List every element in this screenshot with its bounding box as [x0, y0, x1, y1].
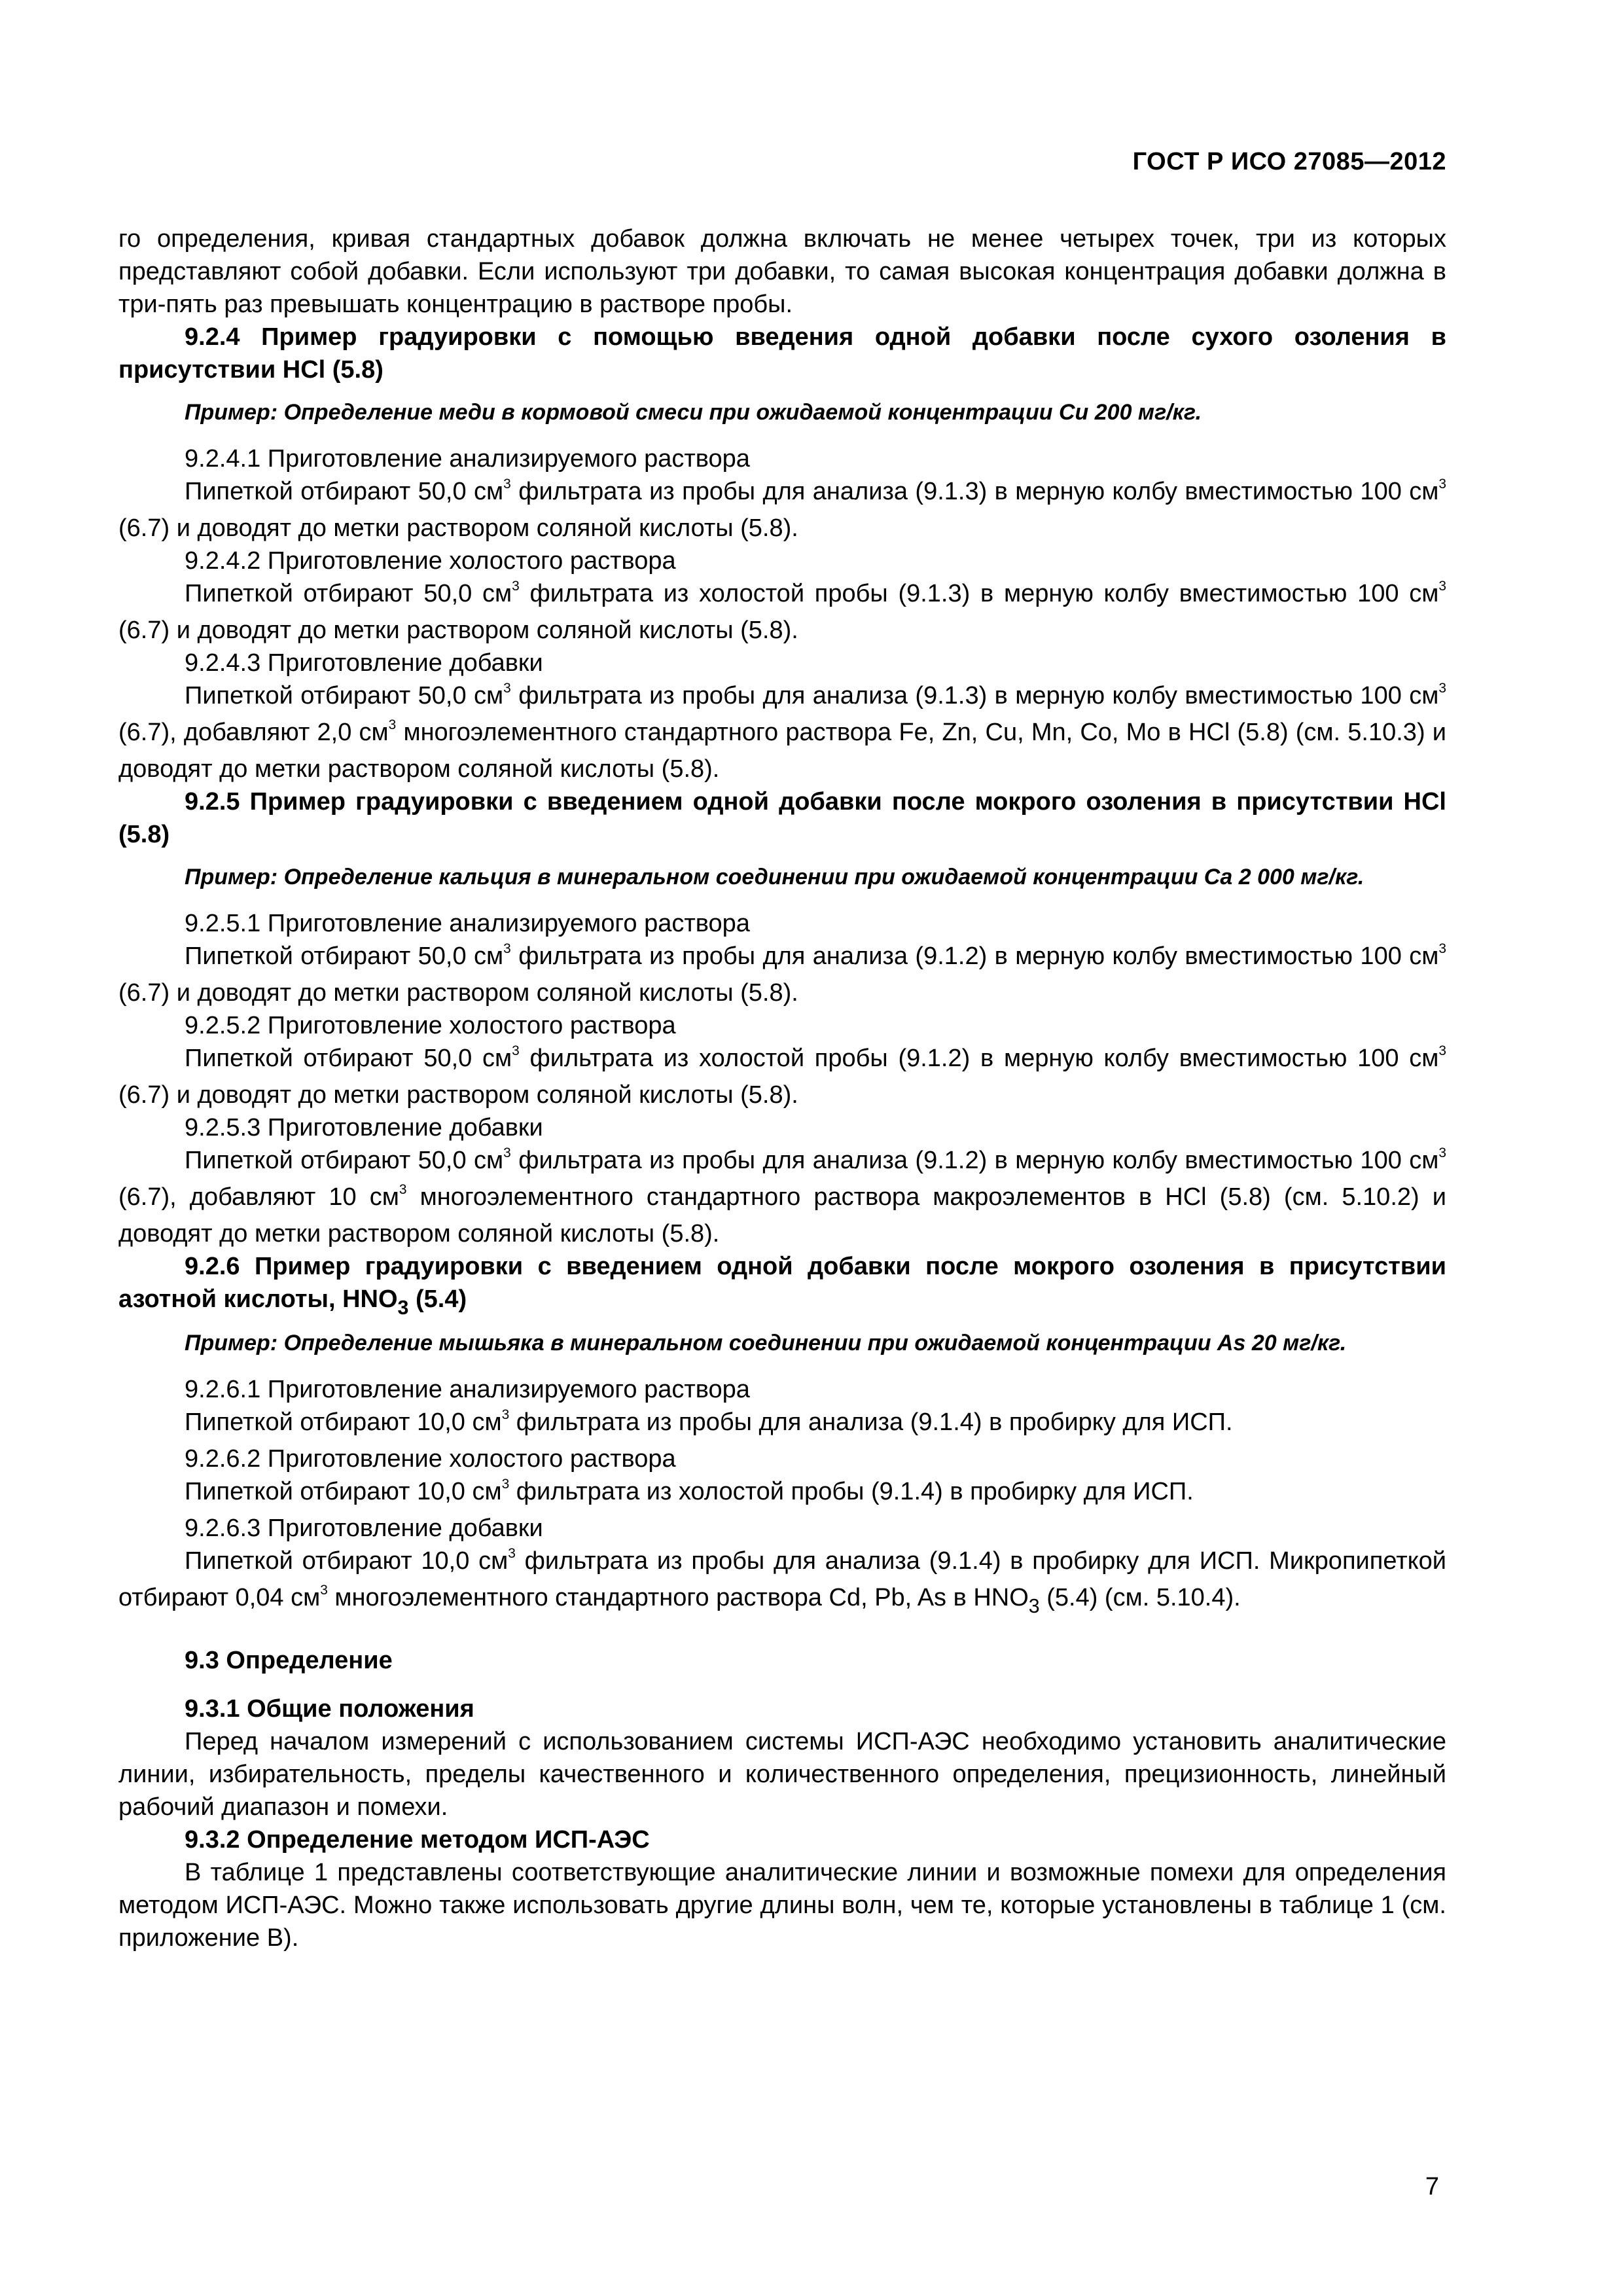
page-number: 7 [1425, 2173, 1439, 2200]
section-heading-9-2-4: 9.2.4 Пример градуировки с помощью введения одной добавки после сухого озоления в присутствии HCl (5.8) [118, 323, 1446, 384]
paragraph-9-2-5-2: Пипеткой отбирают 50,0 $см^3$ фильтрата из холостой пробы (9.1.2) в мерную колбу вместимостью 100 $см^3$ (6.7) и доводят до метки раствором соляной кислоты (5.8). [118, 1043, 1447, 1109]
paragraph-9-2-5-3: Пипеткой отбирают 50,0 $см^3$ фильтрата из пробы для анализа (9.1.2) в мерную колбу вместимостью 100 $см^3$ (6.7), добавляют 10 $см^3$ многоэлементного стандартного раствора макроэлементов в HCl (5.8) (см. 5.10.2) и доводят до метки раствором соляной кислоты (5.8). [118, 1145, 1447, 1247]
subsection-title-9-2-5-2: 9.2.5.2 Приготовление холостого раствора [185, 1012, 676, 1039]
paragraph-9-2-6-1: Пипеткой отбирают 10,0 $см^3$ фильтрата из пробы для анализа (9.1.4) в пробирку для ИСП. [185, 1407, 1233, 1436]
paragraph-9-2-4-3: Пипеткой отбирают 50,0 $см^3$ фильтрата из пробы для анализа (9.1.3) в мерную колбу вместимостью 100 $см^3$ (6.7), добавляют 2,0 $см^3$ многоэлементного стандартного раствора Fe, Zn, Cu, Mn, Co, Mo в HCl (5.8) (см. 5.10.3) и доводят до метки раствором соляной кислоты (5.8). [118, 681, 1447, 783]
subsection-title-9-2-4-2: 9.2.4.2 Приготовление холостого раствора [185, 547, 676, 575]
section-heading-9-2-6: 9.2.6 Пример градуировки с введением одной добавки после мокрого озоления в присутствии азотной кислоты, $HNO_3$ (5.4) [118, 1253, 1446, 1319]
subsection-title-9-2-4-1: 9.2.4.1 Приготовление анализируемого раствора [185, 445, 750, 473]
paragraph-9-3-1: Перед началом измерений с использованием системы ИСП-АЭС необходимо установить аналитические линии, избирательность, пределы качественного и количественного определения, прецизионность, линейный рабочий диапазон и помехи. [118, 1728, 1446, 1821]
paragraph-9-2-5-1: Пипеткой отбирают 50,0 $см^3$ фильтрата из пробы для анализа (9.1.2) в мерную колбу вместимостью 100 $см^3$ (6.7) и доводят до метки раствором соляной кислоты (5.8). [118, 941, 1447, 1007]
example-9-2-6: Пример: Определение мышьяка в минеральном соединении при ожидаемой концентрации As 20 мг/кг. [185, 1331, 1347, 1355]
section-heading-9-3: 9.3 Определение [185, 1647, 393, 1674]
subsection-title-9-2-6-3: 9.2.6.3 Приготовление добавки [185, 1515, 543, 1542]
example-9-2-5: Пример: Определение кальция в минеральном соединении при ожидаемой концентрации Ca 2 000 мг/кг. [185, 865, 1364, 889]
paragraph-9-2-6-3: Пипеткой отбирают 10,0 $см^3$ фильтрата из пробы для анализа (9.1.4) в пробирку для ИСП. Микропипеткой отбирают 0,04 $см^3$ многоэлементного стандартного раствора Cd, Pb, As в $HNO_3$ (5.4) (см. 5.10.4). [118, 1546, 1447, 1617]
paragraph-9-2-6-2: Пипеткой отбирают 10,0 $см^3$ фильтрата из холостой пробы (9.1.4) в пробирку для ИСП. [185, 1477, 1194, 1505]
document-body [118, 223, 1446, 1954]
section-heading-9-3-1: 9.3.1 Общие положения [185, 1695, 474, 1723]
subsection-title-9-2-5-3: 9.2.5.3 Приготовление добавки [185, 1114, 543, 1141]
subsection-title-9-2-6-2: 9.2.6.2 Приготовление холостого раствора [185, 1445, 676, 1473]
paragraph-9-2-4-2: Пипеткой отбирают 50,0 $см^3$ фильтрата из холостой пробы (9.1.3) в мерную колбу вместимостью 100 $см^3$ (6.7) и доводят до метки раствором соляной кислоты (5.8). [118, 579, 1447, 644]
document-code-header: ГОСТ Р ИСО 27085—2012 [1132, 148, 1446, 175]
paragraph-9-3-2: В таблице 1 представлены соответствующие аналитические линии и возможные помехи для определения методом ИСП-АЭС. Можно также использовать другие длины волн, чем те, которые установлены в таблице 1 (см. приложение В). [118, 1859, 1446, 1952]
paragraph-9-2-4-1: Пипеткой отбирают 50,0 $см^3$ фильтрата из пробы для анализа (9.1.3) в мерную колбу вместимостью 100 $см^3$ (6.7) и доводят до метки раствором соляной кислоты (5.8). [118, 476, 1447, 542]
example-9-2-4: Пример: Определение меди в кормовой смеси при ожидаемой концентрации Cu 200 мг/кг. [185, 400, 1202, 425]
section-heading-9-2-5: 9.2.5 Пример градуировки с введением одной добавки после мокрого озоления в присутствии HCl (5.8) [118, 788, 1446, 848]
subsection-title-9-2-4-3: 9.2.4.3 Приготовление добавки [185, 649, 543, 677]
section-heading-9-3-2: 9.3.2 Определение методом ИСП-АЭС [185, 1826, 650, 1854]
subsection-title-9-2-6-1: 9.2.6.1 Приготовление анализируемого раствора [185, 1376, 750, 1403]
subsection-title-9-2-5-1: 9.2.5.1 Приготовление анализируемого раствора [185, 910, 750, 937]
intro-paragraph: го определения, кривая стандартных добавок должна включать не менее четырех точек, три из которых представляют собой добавки. Если используют три добавки, то самая высокая концентрация добавки должна в три-пять раз превышать концентрацию в растворе пробы. [118, 225, 1446, 318]
